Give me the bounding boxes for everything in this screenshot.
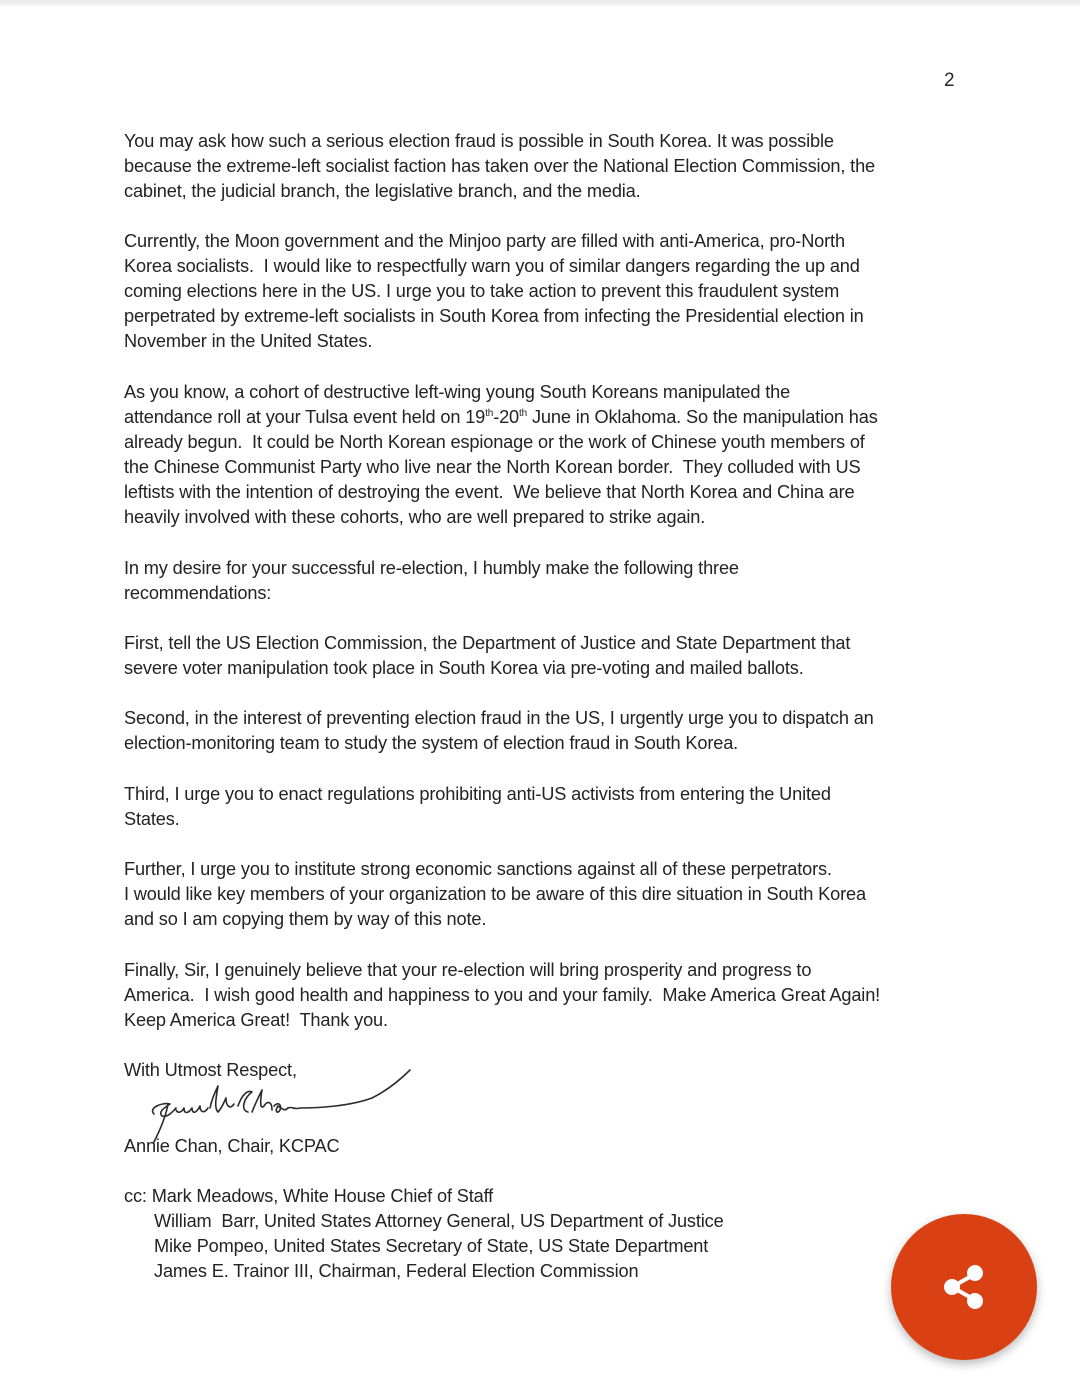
text-line-with-dates <box>124 406 878 428</box>
text-line: cabinet, the judicial branch, the legislative branch, and the media. <box>124 181 641 201</box>
cc-line: Mike Pompeo, United States Secretary of State, US State Department <box>154 1236 709 1256</box>
text-line: leftists with the intention of destroying the event. We believe that North Korea and China are <box>124 482 855 502</box>
text-line: Finally, Sir, I genuinely believe that your re-election will bring prosperity and progress to <box>124 960 812 980</box>
text-line: Currently, the Moon government and the Minjoo party are filled with anti-America, pro-North <box>124 231 845 251</box>
ordinal-suffix: th <box>519 408 528 419</box>
text-line: coming elections here in the US. I urge you to take action to prevent this fraudulent system <box>124 281 840 301</box>
text-line: States. <box>124 809 180 829</box>
text-line: election-monitoring team to study the system of election fraud in South Korea. <box>124 733 739 753</box>
page-number: 2 <box>944 70 955 91</box>
text-line: the Chinese Communist Party who live near the North Korean border. They colluded with US <box>124 457 861 477</box>
text-line: I would like key members of your organization to be aware of this dire situation in South Korea <box>124 884 866 904</box>
text-line: because the extreme-left socialist faction has taken over the National Election Commission, the <box>124 156 876 176</box>
text-line: Korea socialists. I would like to respectfully warn you of similar dangers regarding the up and <box>124 256 860 276</box>
text-line: America. I wish good health and happiness to you and your family. Make America Great Again! <box>124 985 881 1005</box>
text-line: Keep America Great! Thank you. <box>124 1010 388 1030</box>
text-line: already begun. It could be North Korean espionage or the work of Chinese youth members of <box>124 432 865 452</box>
cc-line: James E. Trainor III, Chairman, Federal Election Commission <box>154 1261 639 1281</box>
text-line: November in the United States. <box>124 331 373 351</box>
text-line: severe voter manipulation took place in South Korea via pre-voting and mailed ballots. <box>124 658 804 678</box>
text-line: You may ask how such a serious election fraud is possible in South Korea. It was possible <box>124 131 834 151</box>
document-page <box>0 6 1080 1376</box>
text-line: Further, I urge you to institute strong economic sanctions against all of these perpetrators. <box>124 859 832 879</box>
cc-line: William Barr, United States Attorney General, US Department of Justice <box>154 1211 724 1231</box>
closing-salutation: With Utmost Respect, <box>124 1060 297 1080</box>
share-icon <box>937 1260 991 1314</box>
text-line: perpetrated by extreme-left socialists in South Korea from infecting the Presidential election in <box>124 306 864 326</box>
signatory-name: Annie Chan, Chair, KCPAC <box>124 1136 340 1156</box>
share-button[interactable] <box>891 1214 1037 1360</box>
text-segment: June in Oklahoma. So the manipulation has <box>527 407 878 427</box>
text-segment: -20 <box>493 407 520 427</box>
text-line: recommendations: <box>124 583 272 603</box>
cc-line: cc: Mark Meadows, White House Chief of Staff <box>124 1186 494 1206</box>
text-line: First, tell the US Election Commission, the Department of Justice and State Department that <box>124 633 851 653</box>
text-line: As you know, a cohort of destructive left-wing young South Koreans manipulated the <box>124 382 791 402</box>
ordinal-suffix: th <box>485 408 494 419</box>
text-line: heavily involved with these cohorts, who are well prepared to strike again. <box>124 507 706 527</box>
text-line: and so I am copying them by way of this note. <box>124 909 487 929</box>
text-segment: attendance roll at your Tulsa event held on 19 <box>124 407 486 427</box>
text-line: Second, in the interest of preventing election fraud in the US, I urgently urge you to dispatch an <box>124 708 874 728</box>
text-line: In my desire for your successful re-election, I humbly make the following three <box>124 558 739 578</box>
text-line: Third, I urge you to enact regulations prohibiting anti-US activists from entering the United <box>124 784 831 804</box>
